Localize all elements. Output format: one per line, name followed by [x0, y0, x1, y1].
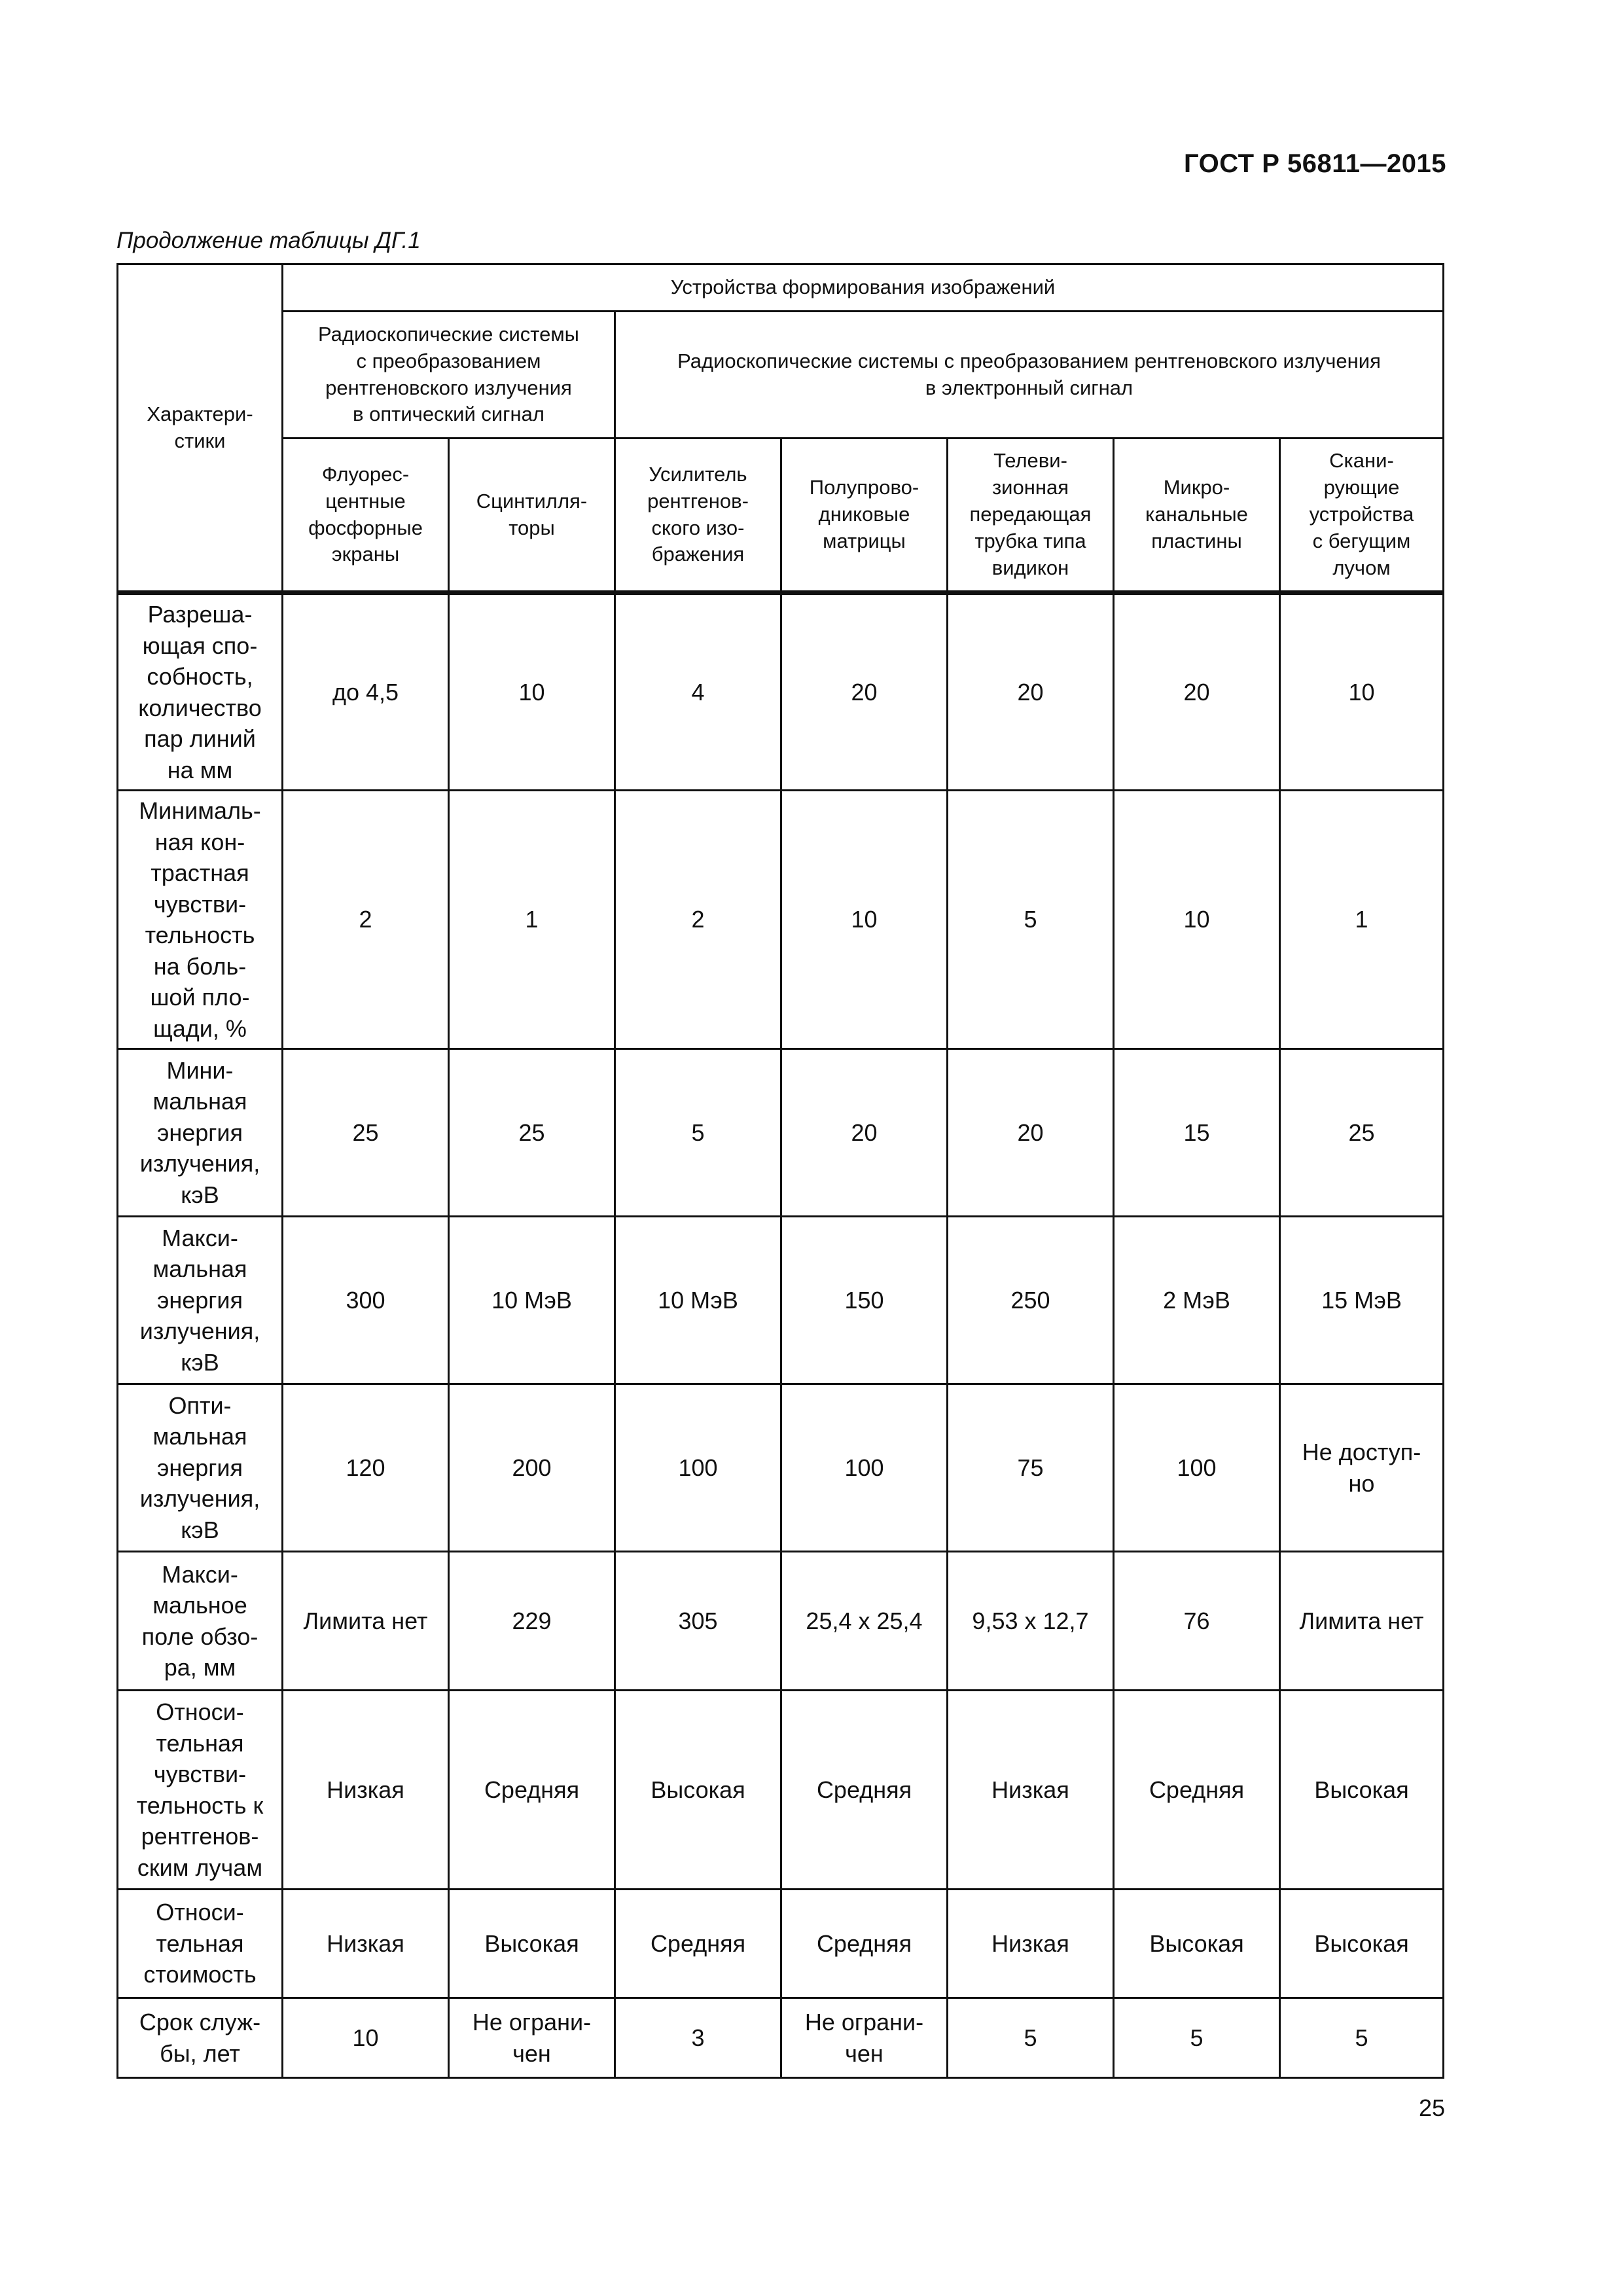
- page-number: 25: [1418, 2094, 1445, 2121]
- table-cell: 5: [1114, 1998, 1280, 2078]
- table-cell: Средняя: [1114, 1691, 1280, 1890]
- table-cell: 20: [948, 593, 1114, 791]
- characteristics-table: [116, 263, 1444, 2079]
- table-row: [118, 593, 1444, 791]
- table-cell: 2: [615, 791, 781, 1049]
- table-cell: 25,4 х 25,4: [781, 1552, 948, 1691]
- column-header: Сцинтилля- торы: [449, 439, 615, 593]
- table-row: [118, 1217, 1444, 1384]
- table-cell: Средняя: [615, 1890, 781, 1998]
- table-cell: 100: [1114, 1384, 1280, 1552]
- table-cell: Лимита нет: [1280, 1552, 1444, 1691]
- table-row: [118, 1049, 1444, 1217]
- table-cell: 15 МэВ: [1280, 1217, 1444, 1384]
- table-cell: 20: [948, 1049, 1114, 1217]
- table-row: [118, 1890, 1444, 1998]
- table-cell: Не ограни- чен: [781, 1998, 948, 2078]
- table-cell: 305: [615, 1552, 781, 1691]
- table-cell: Высокая: [615, 1691, 781, 1890]
- table-cell: 1: [1280, 791, 1444, 1049]
- table-cell: 2 МэВ: [1114, 1217, 1280, 1384]
- table-cell: Средняя: [781, 1691, 948, 1890]
- table-cell: 25: [1280, 1049, 1444, 1217]
- row-label: Разреша- ющая спо- собность, количество пар линий на мм: [118, 593, 283, 791]
- table-cell: до 4,5: [283, 593, 449, 791]
- table-cell: 229: [449, 1552, 615, 1691]
- table-cell: 10: [781, 791, 948, 1049]
- table-cell: Не ограни- чен: [449, 1998, 615, 2078]
- table-cell: 20: [1114, 593, 1280, 791]
- subgroup-header-optical: Радиоскопические системы с преобразованием рентгеновского излучения в оптический сигнал: [283, 312, 615, 439]
- table-cell: Средняя: [449, 1691, 615, 1890]
- table-cell: Не доступ- но: [1280, 1384, 1444, 1552]
- table-cell: 150: [781, 1217, 948, 1384]
- table-cell: 5: [948, 791, 1114, 1049]
- table-caption: Продолжение таблицы ДГ.1: [116, 228, 421, 253]
- column-header: Скани- рующие устройства с бегущим лучом: [1280, 439, 1444, 593]
- table-cell: 25: [449, 1049, 615, 1217]
- table-row: [118, 1691, 1444, 1890]
- column-header: Флуорес- центные фосфорные экраны: [283, 439, 449, 593]
- table-cell: Средняя: [781, 1890, 948, 1998]
- table-cell: 100: [615, 1384, 781, 1552]
- table-row: [118, 1552, 1444, 1691]
- row-label: Относи- тельная чувстви- тельность к рентгенов- ским лучам: [118, 1691, 283, 1890]
- row-label: Опти- мальная энергия излучения, кэВ: [118, 1384, 283, 1552]
- table-cell: 10 МэВ: [449, 1217, 615, 1384]
- table-cell: 300: [283, 1217, 449, 1384]
- table-cell: Лимита нет: [283, 1552, 449, 1691]
- table-cell: 120: [283, 1384, 449, 1552]
- table-cell: Высокая: [1114, 1890, 1280, 1998]
- table-cell: 100: [781, 1384, 948, 1552]
- table-cell: Высокая: [1280, 1890, 1444, 1998]
- column-header: Полупрово- дниковые матрицы: [781, 439, 948, 593]
- table-cell: 1: [449, 791, 615, 1049]
- row-label: Минималь- ная кон- трастная чувстви- тельность на боль- шой пло- щади, %: [118, 791, 283, 1049]
- table-cell: 75: [948, 1384, 1114, 1552]
- table-cell: Высокая: [1280, 1691, 1444, 1890]
- table-cell: 5: [948, 1998, 1114, 2078]
- table-cell: Низкая: [948, 1890, 1114, 1998]
- column-header: Усилитель рентгенов- ского изо- бражения: [615, 439, 781, 593]
- column-header: Телеви- зионная передающая трубка типа видикон: [948, 439, 1114, 593]
- document-code: ГОСТ Р 56811—2015: [1184, 149, 1446, 178]
- table-cell: 10: [1280, 593, 1444, 791]
- table-cell: 250: [948, 1217, 1114, 1384]
- column-header: Микро- канальные пластины: [1114, 439, 1280, 593]
- table-cell: Низкая: [283, 1691, 449, 1890]
- table-cell: 25: [283, 1049, 449, 1217]
- group-header: Устройства формирования изображений: [283, 264, 1444, 312]
- table-cell: 10 МэВ: [615, 1217, 781, 1384]
- table-cell: 200: [449, 1384, 615, 1552]
- table-cell: 20: [781, 593, 948, 791]
- table-cell: Низкая: [948, 1691, 1114, 1890]
- table-row: [118, 1384, 1444, 1552]
- table-cell: 9,53 х 12,7: [948, 1552, 1114, 1691]
- row-label: Относи- тельная стоимость: [118, 1890, 283, 1998]
- table-cell: Высокая: [449, 1890, 615, 1998]
- row-label: Мини- мальная энергия излучения, кэВ: [118, 1049, 283, 1217]
- table-cell: 5: [1280, 1998, 1444, 2078]
- row-label: Макси- мальное поле обзо- ра, мм: [118, 1552, 283, 1691]
- table-cell: 10: [283, 1998, 449, 2078]
- row-label: Макси- мальная энергия излучения, кэВ: [118, 1217, 283, 1384]
- table-cell: 5: [615, 1049, 781, 1217]
- table-cell: 2: [283, 791, 449, 1049]
- subgroup-header-electronic: Радиоскопические системы с преобразованием рентгеновского излучения в электронный сигнал: [615, 312, 1444, 439]
- table-cell: 15: [1114, 1049, 1280, 1217]
- table-row: [118, 1998, 1444, 2078]
- table-cell: 76: [1114, 1552, 1280, 1691]
- table-cell: 20: [781, 1049, 948, 1217]
- table-cell: 10: [1114, 791, 1280, 1049]
- table-cell: 10: [449, 593, 615, 791]
- row-label: Срок служ- бы, лет: [118, 1998, 283, 2078]
- table-cell: 3: [615, 1998, 781, 2078]
- table-cell: 4: [615, 593, 781, 791]
- table-cell: Низкая: [283, 1890, 449, 1998]
- table-row: [118, 791, 1444, 1049]
- corner-header: Характери- стики: [118, 264, 283, 593]
